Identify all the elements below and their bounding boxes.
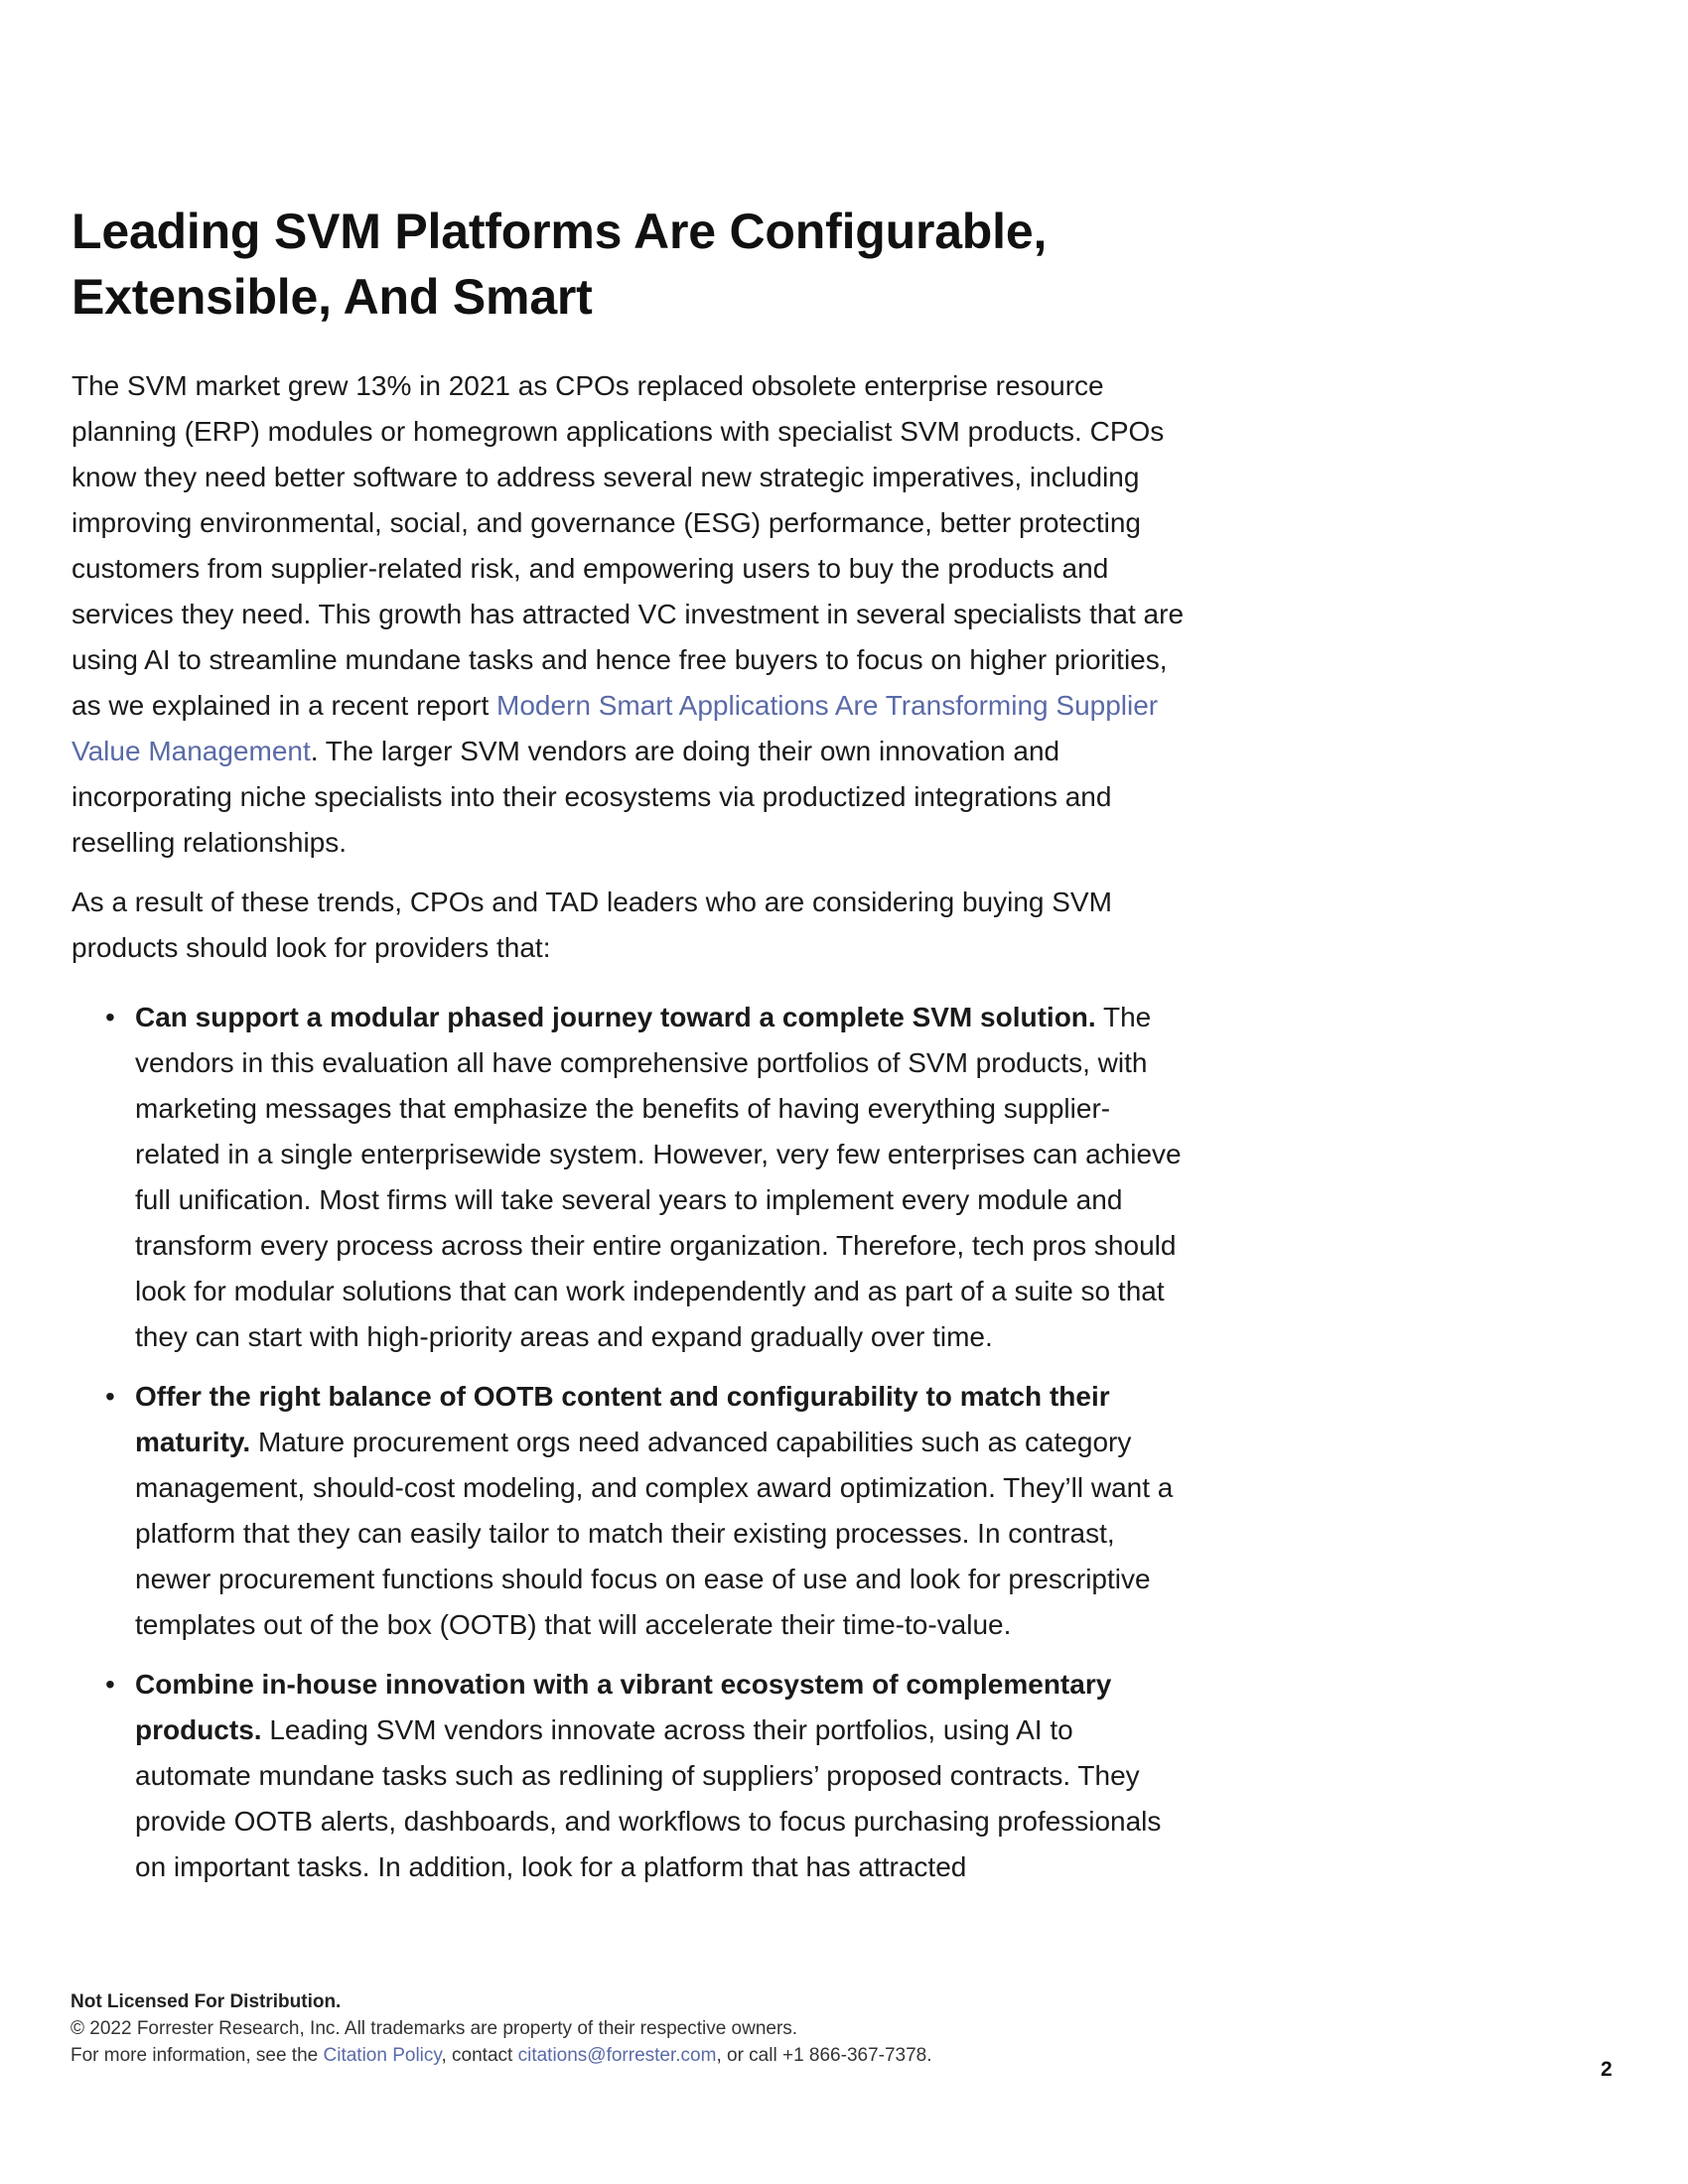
info-prefix: For more information, see the	[70, 2045, 324, 2066]
list-item	[71, 995, 1184, 1360]
list-item-heading: Offer the right balance of OOTB content and configurability to match their maturity.	[135, 1381, 1110, 1457]
contact-line	[70, 2042, 1262, 2069]
list-item-text: Leading SVM vendors innovate across their portfolios, using AI to automate mundane tasks such as redlining of suppliers’ proposed contracts. They provide OOTB alerts, dashboards, and workflows to focus purchasing professionals on important tasks. In addition, look for a platform that has attracted	[135, 1714, 1162, 1882]
bullet-icon: •	[105, 1669, 115, 1700]
list-item-text: Mature procurement orgs need advanced capabilities such as category management, should-cost modeling, and complex award optimization. They’ll want a platform that they can easily tailor to match their existing processes. In contrast, newer procurement functions should focus on ease of use and look for prescriptive templates out of the box (OOTB) that will accelerate their time-to-value.	[135, 1427, 1174, 1640]
intro-text-before-link: The SVM market grew 13% in 2021 as CPOs replaced obsolete enterprise resource planning (ERP) modules or homegrown applications with specialist SVM products. CPOs know they need better software to address several new strategic imperatives, including improving environmental, social, and governance (ESG) performance, better protecting customers from supplier-related risk, and empowering users to buy the products and services they need. This growth has attracted VC investment in several specialists that are using AI to streamline mundane tasks and hence free buyers to focus on higher priorities, as we explained in a recent report	[71, 370, 1185, 721]
list-item-heading: Can support a modular phased journey toward a complete SVM solution.	[135, 1002, 1096, 1032]
phone-text: , or call +1 866-367-7378.	[716, 2045, 932, 2066]
license-notice: Not Licensed For Distribution.	[70, 1991, 342, 2012]
page-content	[71, 199, 1184, 1904]
list-item-heading: Combine in-house innovation with a vibrant ecosystem of complementary products.	[135, 1669, 1112, 1745]
copyright-notice: © 2022 Forrester Research, Inc. All trademarks are property of their respective owners.	[70, 2018, 798, 2039]
report-link[interactable]: Modern Smart Applications Are Transforming Supplier Value Management	[71, 690, 1159, 766]
page-footer	[70, 1988, 1262, 2069]
bullet-icon: •	[105, 1002, 115, 1032]
page-title: Leading SVM Platforms Are Configurable, Extensible, And Smart	[71, 204, 1048, 325]
citations-email-link[interactable]: citations@forrester.com	[517, 2045, 717, 2066]
contact-prefix: , contact	[441, 2045, 518, 2066]
list-item	[71, 1662, 1184, 1890]
lead-in-paragraph: As a result of these trends, CPOs and TAD leaders who are considering buying SVM products should look for providers that:	[71, 887, 1112, 963]
page-number: 2	[1601, 2058, 1613, 2081]
list-item	[71, 1374, 1184, 1648]
intro-text-after-link: . The larger SVM vendors are doing their own innovation and incorporating niche specialists into their ecosystems via productized integrations and reselling relationships.	[71, 736, 1112, 858]
recommendation-list	[71, 995, 1184, 1890]
list-item-text: The vendors in this evaluation all have comprehensive portfolios of SVM products, with marketing messages that emphasize the benefits of having everything supplier-related in a single enterprisewide system. However, very few enterprises can achieve full unification. Most firms will take several years to implement every module and transform every process across their entire organization. Therefore, tech pros should look for modular solutions that can work independently and as part of a suite so that they can start with high-priority areas and expand gradually over time.	[135, 1002, 1182, 1352]
bullet-icon: •	[105, 1381, 115, 1412]
citation-policy-link[interactable]: Citation Policy	[323, 2045, 442, 2066]
intro-paragraph	[71, 363, 1184, 866]
